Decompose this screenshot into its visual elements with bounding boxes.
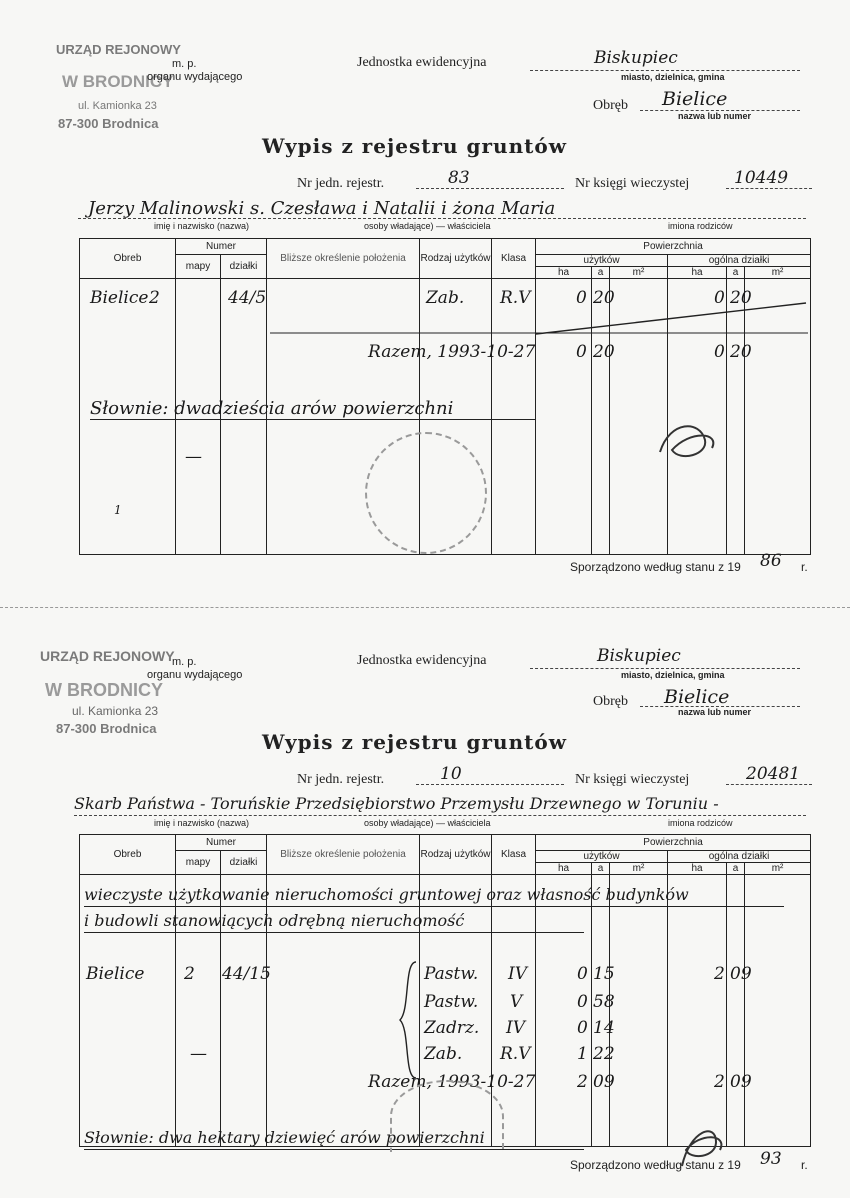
row-total-a: 20 xyxy=(730,288,752,308)
prepared-suffix: r. xyxy=(801,1158,808,1172)
unit-caption: miasto, dzielnica, gmina xyxy=(621,670,725,680)
sum-ha: 0 xyxy=(576,342,587,362)
issuer-label: organu wydającego xyxy=(147,71,243,83)
header-numer: Numer xyxy=(176,239,267,255)
row-dzialki: 44/15 xyxy=(222,964,271,984)
header-ogolna: ogólna działki xyxy=(668,851,811,863)
note-line-2: i budowli stanowiących odrębną nieruchomość xyxy=(84,911,465,930)
mp-label: m. p. xyxy=(172,656,197,668)
parents-caption: imiona rodziców xyxy=(668,221,733,231)
header-area: Powierzchnia xyxy=(536,239,811,255)
prepared-year: 93 xyxy=(760,1149,782,1169)
header-m2: m² xyxy=(610,863,668,875)
issuer-label: organu wydającego xyxy=(147,669,243,681)
row-ha: 0 xyxy=(576,288,587,308)
a-row-3: 14 xyxy=(593,1018,615,1038)
header-area: Powierzchnia xyxy=(536,835,811,851)
header-location: Bliższe określenie położenia xyxy=(267,835,420,875)
a-row-2: 58 xyxy=(593,992,615,1012)
row-mapy: 2 xyxy=(149,288,160,308)
precinct-caption: nazwa lub numer xyxy=(678,707,752,717)
precinct-label: Obręb xyxy=(593,694,628,709)
use-row-4: Zab. xyxy=(424,1044,463,1064)
prepared-label: Sporządzono według stanu z 19 xyxy=(570,1158,741,1172)
stamp-line-city: W BRODNICY xyxy=(62,72,174,91)
book-label: Nr księgi wieczystej xyxy=(575,772,690,787)
use-row-1: Pastw. xyxy=(424,964,479,984)
header-obreb: Obreb xyxy=(80,239,176,279)
row-obreb: Bielice xyxy=(90,288,149,308)
stamp-line-street: ul. Kamionka 23 xyxy=(72,704,159,718)
stamp-line-postcode: 87-300 Brodnica xyxy=(56,721,157,736)
header-dzialki: działki xyxy=(221,255,267,279)
small-mark: 1 xyxy=(114,503,122,517)
row-a: 20 xyxy=(593,288,615,308)
header-total-m2: m² xyxy=(745,863,811,875)
prepared-label: Sporządzono według stanu z 19 xyxy=(570,560,741,574)
sum-total-ha: 2 xyxy=(714,1072,725,1092)
sum-total-a: 09 xyxy=(730,1072,752,1092)
header-use: Rodzaj użytków xyxy=(420,239,492,279)
header-ha: ha xyxy=(536,267,592,279)
parents-caption: imiona rodziców xyxy=(668,818,733,828)
register-value: 83 xyxy=(448,168,470,188)
header-dzialki: działki xyxy=(221,851,267,875)
sum-a: 09 xyxy=(593,1072,615,1092)
class-row-2: V xyxy=(510,992,523,1012)
header-uzytkow: użytków xyxy=(536,851,668,863)
stamp-line-postcode: 87-300 Brodnica xyxy=(58,116,159,131)
header-total-a: a xyxy=(727,863,745,875)
header-a: a xyxy=(592,267,610,279)
register-label: Nr jedn. rejestr. xyxy=(297,176,385,191)
note-line-1: wieczyste użytkowanie nieruchomości gruntowej oraz własność budynków xyxy=(84,885,689,904)
document-title: Wypis z rejestru gruntów xyxy=(262,134,567,158)
header-total-ha: ha xyxy=(668,863,727,875)
row-class: R.V xyxy=(500,288,531,308)
unit-label: Jednostka ewidencyjna xyxy=(357,653,487,668)
a-row-1: 15 xyxy=(593,964,615,984)
header-obreb: Obreb xyxy=(80,835,176,875)
prepared-year: 86 xyxy=(760,551,782,571)
name-caption: imię i nazwisko (nazwa) xyxy=(154,221,250,231)
dash-mark: — xyxy=(185,447,202,467)
row-dzialki: 44/5 xyxy=(228,288,267,308)
row-mapy: 2 xyxy=(184,964,195,984)
precinct-value: Bielice xyxy=(662,88,728,110)
ha-row-1: 0 xyxy=(577,964,588,984)
class-row-4: R.V xyxy=(500,1044,531,1064)
header-a: a xyxy=(592,863,610,875)
owner-value: Skarb Państwa - Toruńskie Przedsiębiorstwo Przemysłu Drzewnego w Toruniu - xyxy=(74,794,719,813)
row-total-ha: 2 xyxy=(714,964,725,984)
mp-label: m. p. xyxy=(172,58,197,70)
row-use: Zab. xyxy=(426,288,465,308)
unit-label: Jednostka ewidencyjna xyxy=(357,55,487,70)
header-m2: m² xyxy=(610,267,668,279)
row-obreb: Bielice xyxy=(86,964,145,984)
header-numer: Numer xyxy=(176,835,267,851)
book-value: 20481 xyxy=(746,764,801,784)
stamp-line-office: URZĄD REJONOWY xyxy=(40,648,175,664)
header-location: Bliższe określenie położenia xyxy=(267,239,420,279)
header-mapy: mapy xyxy=(176,851,221,875)
name-caption: imię i nazwisko (nazwa) xyxy=(154,818,250,828)
dash-mark: — xyxy=(190,1044,207,1064)
words-line: Słownie: dwa hektary dziewięć arów powierzchni xyxy=(84,1128,485,1147)
sum-total-ha: 0 xyxy=(714,342,725,362)
header-total-ha: ha xyxy=(668,267,727,279)
use-row-3: Zadrz. xyxy=(424,1018,480,1038)
unit-value: Biskupiec xyxy=(594,48,678,68)
sum-label: Razem, 1993-10-27 xyxy=(368,342,536,362)
stamp-line-city: W BRODNICY xyxy=(45,680,163,700)
sum-ha: 2 xyxy=(577,1072,588,1092)
header-total-m2: m² xyxy=(745,267,811,279)
prepared-suffix: r. xyxy=(801,560,808,574)
unit-caption: miasto, dzielnica, gmina xyxy=(621,72,725,82)
header-class: Klasa xyxy=(492,835,536,875)
header-use: Rodzaj użytków xyxy=(420,835,492,875)
class-row-3: IV xyxy=(506,1018,525,1038)
header-ha: ha xyxy=(536,863,592,875)
document-title: Wypis z rejestru gruntów xyxy=(262,730,567,754)
header-class: Klasa xyxy=(492,239,536,279)
use-row-2: Pastw. xyxy=(424,992,479,1012)
precinct-label: Obręb xyxy=(593,98,628,113)
header-mapy: mapy xyxy=(176,255,221,279)
precinct-value: Bielice xyxy=(664,686,730,708)
row-total-ha: 0 xyxy=(714,288,725,308)
ha-row-4: 1 xyxy=(577,1044,588,1064)
class-row-1: IV xyxy=(508,964,527,984)
sum-a: 20 xyxy=(593,342,615,362)
stamp-line-office: URZĄD REJONOWY xyxy=(56,42,181,57)
ha-row-2: 0 xyxy=(577,992,588,1012)
words-line: Słownie: dwadzieścia arów powierzchni xyxy=(90,398,454,419)
sum-total-a: 20 xyxy=(730,342,752,362)
book-label: Nr księgi wieczystej xyxy=(575,176,690,191)
precinct-caption: nazwa lub numer xyxy=(678,111,752,121)
header-ogolna: ogólna działki xyxy=(668,255,811,267)
ha-row-3: 0 xyxy=(577,1018,588,1038)
book-value: 10449 xyxy=(734,168,789,188)
register-label: Nr jedn. rejestr. xyxy=(297,772,385,787)
stamp-line-street: ul. Kamionka 23 xyxy=(78,100,157,112)
owner-value: Jerzy Malinowski s. Czesława i Natalii i żona Maria xyxy=(88,198,556,219)
header-uzytkow: użytków xyxy=(536,255,668,267)
sum-label: Razem, 1993-10-27 xyxy=(368,1072,536,1092)
owners-caption: osoby władające) — właściciela xyxy=(364,221,491,231)
owners-caption: osoby władające) — właściciela xyxy=(364,818,491,828)
row-total-a: 09 xyxy=(730,964,752,984)
register-value: 10 xyxy=(440,764,462,784)
unit-value: Biskupiec xyxy=(597,646,681,666)
header-total-a: a xyxy=(727,267,745,279)
a-row-4: 22 xyxy=(593,1044,615,1064)
